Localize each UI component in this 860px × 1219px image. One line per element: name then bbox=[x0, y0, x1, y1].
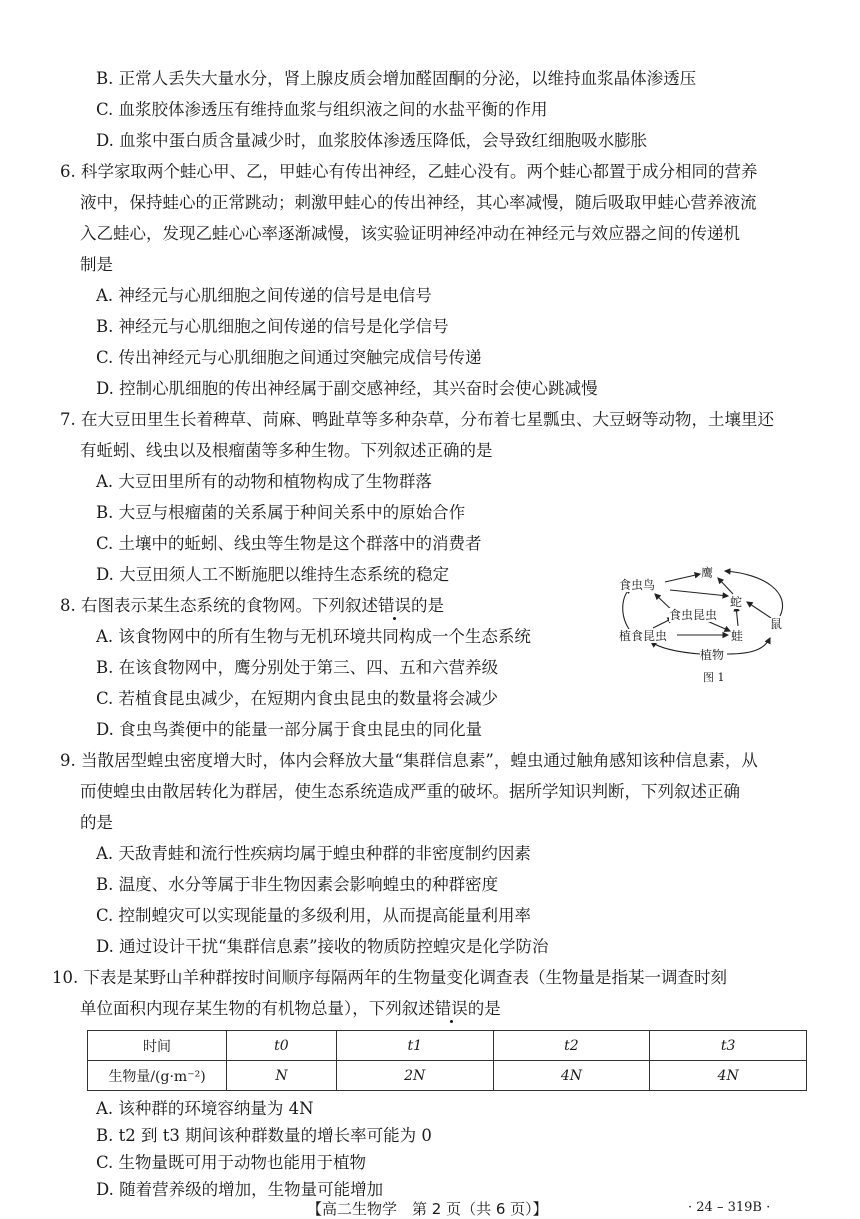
q8-stem-emphasis: 错误 bbox=[378, 596, 411, 615]
table-header-cell: t1 bbox=[336, 1031, 493, 1061]
node-eagle: 鹰 bbox=[701, 566, 714, 580]
q9-option-c: C. 控制蝗灾可以实现能量的多级利用，从而提高能量利用率 bbox=[96, 906, 532, 925]
arrow-bird-eagle bbox=[665, 574, 700, 582]
q6-stem-line2: 液中，保持蛙心的正常跳动；刺激甲蛙心的传出神经，其心率减慢，随后吸取甲蛙心营养液流 bbox=[80, 193, 757, 212]
arrow-snake-eagle bbox=[718, 578, 733, 594]
arrow-frog-snake bbox=[736, 606, 738, 626]
q6-stem-line3: 入乙蛙心，发现乙蛙心心率逐渐减慢，该实验证明神经冲动在神经元与效应器之间的传递机 bbox=[80, 224, 740, 243]
q9-stem-line2: 而使蝗虫由散居转化为群居，使生态系统造成严重的破坏。据所学知识判断，下列叙述正确 bbox=[80, 782, 740, 801]
q8-stem-post: 的是 bbox=[411, 596, 444, 615]
q10-stem-emphasis: 错误 bbox=[434, 999, 468, 1018]
q7-stem-line2: 有蚯蚓、线虫以及根瘤菌等多种生物。下列叙述正确的是 bbox=[80, 441, 493, 460]
node-frog: 蛙 bbox=[731, 629, 744, 643]
q8-option-c: C. 若植食昆虫减少，在短期内食虫昆虫的数量将会减少 bbox=[96, 689, 499, 708]
q9-stem-line1: 9. 当散居型蝗虫密度增大时，体内会释放大量“集群信息素”，蝗虫通过触角感知该种信息素，从 bbox=[60, 751, 758, 770]
table-cell: 4N bbox=[493, 1061, 650, 1091]
table-header-cell: t0 bbox=[227, 1031, 337, 1061]
table-row-label: 生物量/(g·m⁻²) bbox=[88, 1061, 227, 1091]
q10-option-d: D. 随着营养级的增加，生物量可能增加 bbox=[96, 1180, 384, 1199]
q8-stem-pre: 8. 右图表示某生态系统的食物网。下列叙述 bbox=[60, 596, 378, 615]
q10-option-a: A. 该种群的环境容纳量为 4N bbox=[96, 1099, 314, 1118]
q10-stem-line1: 10. 下表是某野山羊种群按时间顺序每隔两年的生物量变化调查表（生物量是指某一调查时刻 bbox=[52, 968, 727, 987]
q6-option-b: B. 神经元与心肌细胞之间传递的信号是化学信号 bbox=[96, 317, 449, 336]
exam-code: · 24 – 319B · bbox=[688, 1200, 771, 1215]
table-header-cell: 时间 bbox=[88, 1031, 227, 1061]
node-snake: 蛇 bbox=[730, 595, 743, 609]
q8-option-d: D. 食虫鸟粪便中的能量一部分属于食虫昆虫的同化量 bbox=[96, 720, 483, 739]
q8-option-a: A. 该食物网中的所有生物与无机环境共同构成一个生态系统 bbox=[96, 627, 531, 646]
q8-option-b: B. 在该食物网中，鹰分别处于第三、四、五和六营养级 bbox=[96, 658, 499, 677]
table-cell: 4N bbox=[650, 1061, 807, 1091]
q10-stem-line2 bbox=[80, 998, 501, 1020]
q8-stem bbox=[60, 595, 444, 617]
q10-option-b: B. t2 到 t3 期间该种群数量的增长率可能为 0 bbox=[96, 1126, 432, 1145]
table-header-row bbox=[88, 1031, 807, 1061]
node-mouse: 鼠 bbox=[770, 617, 783, 631]
arrow-plant-herbivore bbox=[651, 642, 700, 654]
biomass-table bbox=[87, 1030, 807, 1091]
node-insect-eating-insect: 食虫昆虫 bbox=[669, 608, 718, 622]
node-insectivorous-bird: 食虫鸟 bbox=[619, 578, 656, 592]
food-web-figure bbox=[615, 568, 790, 683]
q6-option-a: A. 神经元与心肌细胞之间传递的信号是电信号 bbox=[96, 286, 432, 305]
table-row bbox=[88, 1061, 807, 1091]
table-cell: N bbox=[227, 1061, 337, 1091]
arrow-herbivore-bird bbox=[623, 588, 631, 632]
arrow-insecteater-frog bbox=[707, 621, 730, 631]
q5-option-c: C. 血浆胶体渗透压有维持血浆与组织液之间的水盐平衡的作用 bbox=[96, 100, 548, 119]
q7-stem-line1: 7. 在大豆田里生长着稗草、苘麻、鸭趾草等多种杂草，分布着七星瓢虫、大豆蚜等动物，土壤里还 bbox=[60, 410, 774, 429]
q6-stem-line4: 制是 bbox=[80, 255, 113, 274]
q7-option-b: B. 大豆与根瘤菌的关系属于种间关系中的原始合作 bbox=[96, 503, 466, 522]
table-header-cell: t2 bbox=[493, 1031, 650, 1061]
q7-option-a: A. 大豆田里所有的动物和植物构成了生物群落 bbox=[96, 472, 432, 491]
q6-option-d: D. 控制心肌细胞的传出神经属于副交感神经，其兴奋时会使心跳减慢 bbox=[96, 379, 598, 398]
q5-option-b: B. 正常人丢失大量水分，肾上腺皮质会增加醛固酮的分泌，以维持血浆晶体渗透压 bbox=[96, 69, 697, 88]
q10-stem-pre: 单位面积内现存某生物的有机物总量），下列叙述 bbox=[80, 999, 435, 1018]
node-herbivorous-insect: 植食昆虫 bbox=[619, 629, 668, 643]
q9-option-d: D. 通过设计干扰“集群信息素”接收的物质防控蝗灾是化学防治 bbox=[96, 937, 549, 956]
q10-stem-post: 的是 bbox=[467, 999, 501, 1018]
q9-stem-line3: 的是 bbox=[80, 813, 113, 832]
table-cell: 2N bbox=[336, 1061, 493, 1091]
q6-option-c: C. 传出神经元与心肌细胞之间通过突触完成信号传递 bbox=[96, 348, 482, 367]
page-footer: 【高二生物学 第 2 页（共 6 页）】 bbox=[307, 1200, 548, 1218]
q9-option-b: B. 温度、水分等属于非生物因素会影响蝗虫的种群密度 bbox=[96, 875, 499, 894]
q6-stem-line1: 6. 科学家取两个蛙心甲、乙，甲蛙心有传出神经，乙蛙心没有。两个蛙心都置于成分相同的营养 bbox=[60, 162, 758, 181]
arrow-bird-snake bbox=[670, 590, 728, 596]
q7-option-d: D. 大豆田须人工不断施肥以维持生态系统的稳定 bbox=[96, 565, 450, 584]
q10-option-c: C. 生物量既可用于动物也能用于植物 bbox=[96, 1153, 367, 1172]
figure-caption: 图 1 bbox=[703, 671, 725, 684]
table-header-cell: t3 bbox=[650, 1031, 807, 1061]
q5-option-d: D. 血浆中蛋白质含量减少时，血浆胶体渗透压降低，会导致红细胞吸水膨胀 bbox=[96, 131, 648, 150]
q7-option-c: C. 土壤中的蚯蚓、线虫等生物是这个群落中的消费者 bbox=[96, 534, 482, 553]
node-plant: 植物 bbox=[700, 648, 725, 662]
arrow-mouse-snake bbox=[747, 602, 771, 618]
q9-option-a: A. 天敌青蛙和流行性疾病均属于蝗虫种群的非密度制约因素 bbox=[96, 844, 531, 863]
arrow-mouse-eagle bbox=[725, 571, 783, 616]
